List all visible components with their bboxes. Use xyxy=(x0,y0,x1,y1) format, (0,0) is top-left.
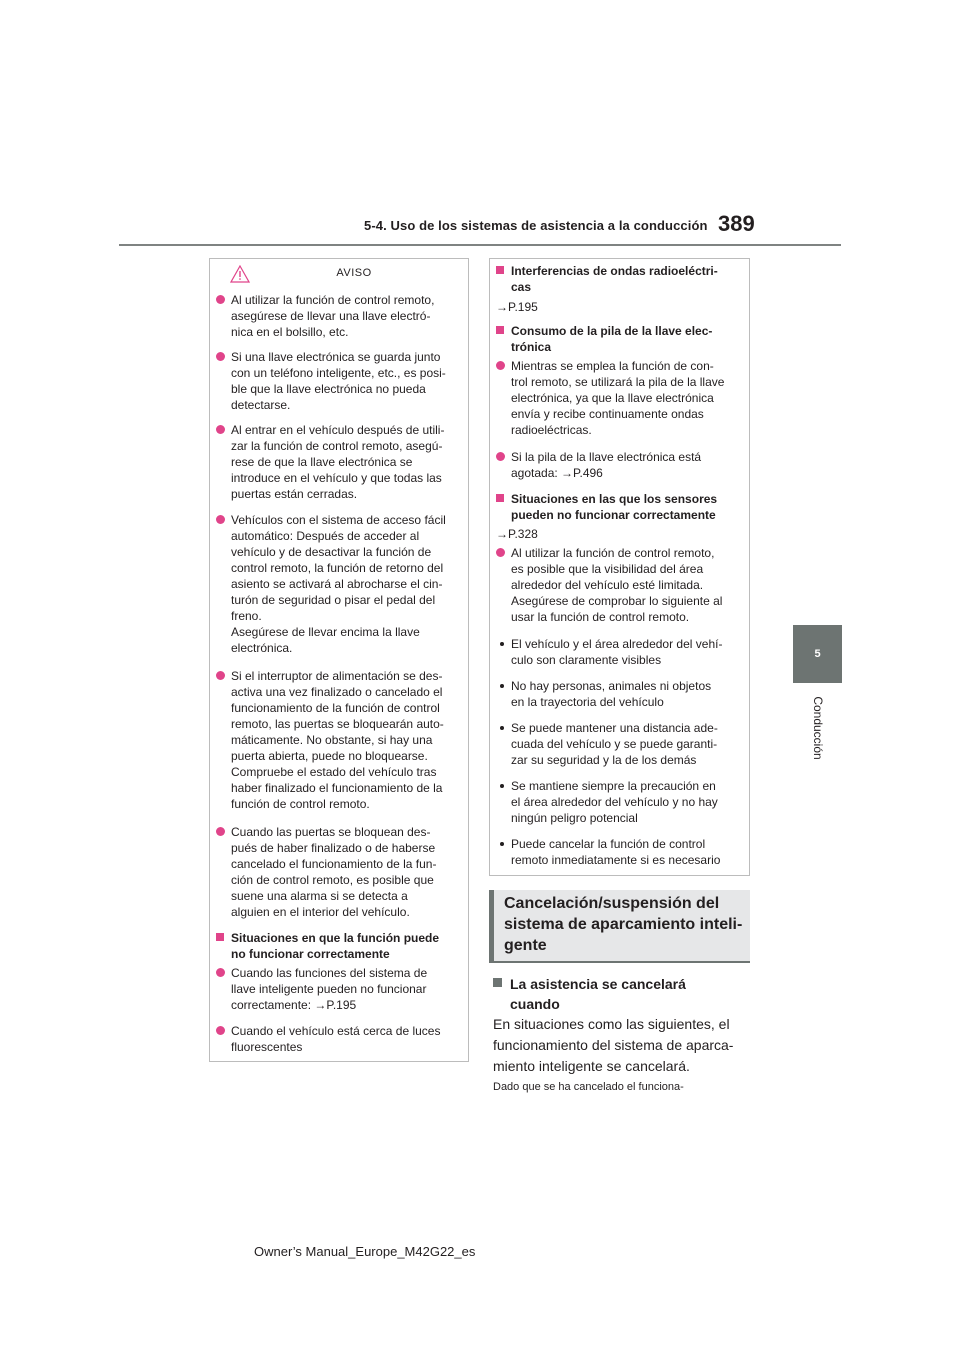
warning-title: AVISO xyxy=(336,266,372,279)
list-item-text: Vehículos con el sistema de acceso fácil automático: Después de acceder al vehículo y de desactivar la función de control remoto, la función de retorno del asiento se activará al abrocharse el cin- turón de seguridad o pisar el pedal del freno. Asegúrese de llevar encima la llave electrónica. xyxy=(231,513,446,655)
body-paragraph: En situaciones como las siguientes, el funcionamiento del sistema de aparca- miento inteligente se cancelará. xyxy=(493,1016,734,1074)
bullet-icon xyxy=(496,361,505,370)
page-number: 389 xyxy=(718,211,755,236)
warning-box xyxy=(209,258,469,1062)
dot-icon xyxy=(500,642,504,646)
list-item-text: Si la pila de la llave electrónica está agotada: →P.496 xyxy=(511,450,702,480)
square-icon xyxy=(493,978,502,987)
list-item-text: Se puede mantener una distancia ade- cuada del vehículo y se puede garanti- zar su seguridad y la de los demás xyxy=(511,721,718,767)
chapter-number: 5 xyxy=(814,648,821,660)
bullet-icon xyxy=(496,548,505,557)
reference-text: →P.328 xyxy=(496,527,538,541)
bullet-icon xyxy=(216,352,225,361)
warning-icon xyxy=(230,265,250,283)
list-item-text: Puede cancelar la función de control remoto inmediatamente si es necesario xyxy=(511,837,721,867)
reference-text: →P.195 xyxy=(496,300,538,314)
subsection-heading-text: La asistencia se cancelará cuando xyxy=(510,976,686,1012)
dot-icon xyxy=(500,684,504,688)
bullet-icon xyxy=(216,827,225,836)
list-item-text: Cuando las puertas se bloquean des- pués de haber finalizado o de haberse cancelado el funcionamiento de la fun- ción de control remoto, es posible que suene una alarma si se detecta a alguien en el interior del vehículo. xyxy=(231,825,437,919)
section-heading-text: Cancelación/suspensión del sistema de aparcamiento inteli- gente xyxy=(504,895,743,954)
body-continuation: Dado que se ha cancelado el funciona- xyxy=(493,1081,684,1093)
dot-icon xyxy=(500,784,504,788)
list-item-text: Cuando el vehículo está cerca de luces fluorescentes xyxy=(231,1024,441,1054)
footer-text: Owner’s Manual_Europe_M42G22_es xyxy=(254,1244,476,1259)
list-item-text: Al utilizar la función de control remoto, es posible que la visibilidad del área alrededor del vehículo esté limitada. Asegúrese de comprobar lo siguiente al usar la función de control remoto. xyxy=(511,546,723,624)
list-item-text: No hay personas, animales ni objetos en la trayectoria del vehículo xyxy=(511,679,712,709)
list-item-text: Cuando las funciones del sistema de llave inteligente pueden no funcionar correctamente: →P.195 xyxy=(231,966,428,1012)
list-item-text: Mientras se emplea la función de con- trol remoto, se utilizará la pila de la llave electrónica, ya que la llave electrónica envía y recibe continuamente ondas radioeléctricas. xyxy=(511,359,725,437)
section-title: 5-4. Uso de los sistemas de asistencia a la conducción xyxy=(364,218,708,233)
chapter-label-text: Conducción xyxy=(811,696,825,760)
dot-icon xyxy=(500,842,504,846)
list-item-text: Al entrar en el vehículo después de utili- zar la función de control remoto, asegú- rese de que la llave electrónica se introduce en el vehículo y que todas las puertas están cerradas. xyxy=(231,423,445,501)
list-item-text: El vehículo y el área alrededor del vehí- culo son claramente visibles xyxy=(511,637,723,667)
section-heading xyxy=(489,890,750,963)
bullet-icon xyxy=(216,295,225,304)
square-icon xyxy=(496,494,504,502)
chapter-tab xyxy=(793,625,842,683)
square-icon xyxy=(216,933,224,941)
warning-header xyxy=(210,259,468,286)
header-divider xyxy=(119,244,841,246)
list-item-text: Si una llave electrónica se guarda junto con un teléfono inteligente, etc., es posi- ble que la llave electrónica no pueda detectarse. xyxy=(231,350,446,412)
bullet-icon xyxy=(216,1026,225,1035)
bullet-icon xyxy=(216,425,225,434)
bullet-icon xyxy=(216,671,225,680)
square-icon xyxy=(496,266,504,274)
bullet-icon xyxy=(216,968,225,977)
bullet-icon xyxy=(496,452,505,461)
list-item-text: Se mantiene siempre la precaución en el área alrededor del vehículo y no hay ningún peligro potencial xyxy=(511,779,718,825)
info-box xyxy=(489,258,750,876)
subheading-text: Consumo de la pila de la llave elec- trónica xyxy=(511,324,713,354)
bullet-icon xyxy=(216,515,225,524)
subheading-text: Interferencias de ondas radioeléctri- cas xyxy=(511,264,718,294)
subheading-text: Situaciones en que la función puede no funcionar correctamente xyxy=(231,931,440,961)
chapter-label xyxy=(806,688,830,768)
subheading-text: Situaciones en las que los sensores pueden no funcionar correctamente xyxy=(511,492,718,522)
dot-icon xyxy=(500,726,504,730)
list-item-text: Al utilizar la función de control remoto, asegúrese de llevar una llave electró- nica en el bolsillo, etc. xyxy=(231,293,435,339)
list-item-text: Si el interruptor de alimentación se des- activa una vez finalizado o cancelado el funcionamiento de la función de control remoto, las puertas se bloquearán auto- máticamente. No obstante, si hay una puerta abierta, puede no bloquearse. Compruebe el estado del vehículo tras haber finalizado el funcionamiento de la función de control remoto. xyxy=(231,669,444,811)
square-icon xyxy=(496,326,504,334)
